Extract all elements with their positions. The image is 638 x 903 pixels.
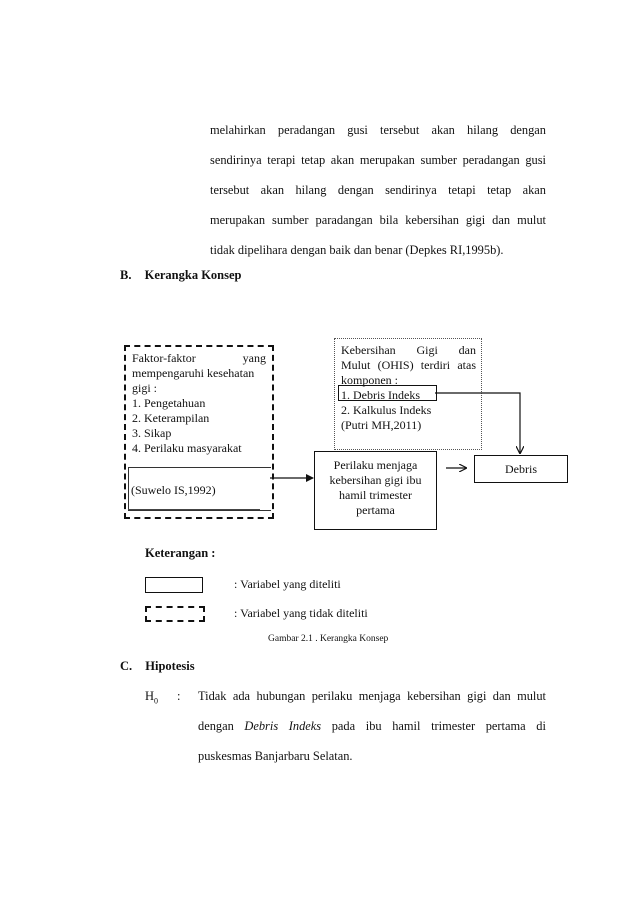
perilaku-line: pertama	[356, 503, 395, 517]
legend-dashed-label: : Variabel yang tidak diteliti	[234, 606, 368, 620]
ohis-item-kalkulus: 2. Kalkulus Indeks	[341, 403, 432, 417]
h-word: di	[536, 719, 546, 733]
h-word-italic: Indeks	[288, 719, 322, 733]
hypothesis-line-2	[198, 719, 546, 734]
faktor-item: 4. Perilaku masyarakat	[132, 441, 242, 455]
hypothesis-colon: :	[177, 689, 181, 703]
perilaku-line: kebersihan gigi ibu	[329, 473, 422, 487]
h-word-italic: Debris	[244, 719, 279, 733]
paragraph-line: tidak dipelihara dengan baik dan benar (Depkes RI,1995b).	[210, 243, 504, 257]
faktor-source: (Suwelo IS,1992)	[131, 483, 216, 497]
h-subscript: 0	[154, 696, 159, 706]
ohis-word: Kebersihan	[341, 343, 396, 357]
h-word: trimester	[431, 719, 476, 733]
h-word: hamil	[392, 719, 421, 733]
perilaku-line: hamil trimester	[339, 488, 412, 502]
h-symbol: H	[145, 689, 155, 703]
ohis-source: (Putri MH,2011)	[341, 418, 422, 432]
debris-label: Debris	[505, 462, 537, 476]
faktor-item: 2. Keterampilan	[132, 411, 210, 425]
ohis-word: Gigi	[416, 343, 438, 357]
faktor-item: 1. Pengetahuan	[132, 396, 206, 410]
section-c-letter: C.	[120, 659, 133, 673]
paragraph-line: sendirinya terapi tetap akan merupakan sumber peradangan gusi	[210, 153, 546, 167]
hypothesis-symbol	[145, 689, 158, 706]
ohis-word: dan	[458, 343, 476, 357]
h-word: ibu	[365, 719, 382, 733]
paragraph-line: tersebut akan hilang dengan sendirinya tetapi tetap akan	[210, 183, 546, 197]
section-c-title: Hipotesis	[145, 659, 195, 673]
figure-caption: Gambar 2.1 . Kerangka Konsep	[268, 634, 389, 644]
legend-title: Keterangan :	[145, 546, 216, 560]
perilaku-line: Perilaku menjaga	[333, 458, 418, 472]
legend-solid-label: : Variabel yang diteliti	[234, 577, 341, 591]
section-b-title: Kerangka Konsep	[144, 268, 242, 282]
legend-solid-swatch	[145, 577, 203, 593]
h-word: pada	[331, 719, 356, 733]
faktor-line1-left: Faktor-faktor	[132, 351, 196, 365]
ohis-line2: Mulut (OHIS) terdiri atas	[341, 358, 476, 372]
ohis-item-debris: 1. Debris Indeks	[341, 388, 420, 402]
section-c-heading	[120, 659, 195, 674]
arrow-debris-indeks-to-debris	[435, 393, 520, 453]
legend-dashed-swatch	[145, 606, 205, 622]
hypothesis-line: Tidak ada hubungan perilaku menjaga kebersihan gigi dan mulut	[198, 689, 546, 703]
h-word: pertama	[485, 719, 526, 733]
faktor-line1-right: yang	[242, 351, 266, 365]
hypothesis-line: puskesmas Banjarbaru Selatan.	[198, 749, 353, 763]
faktor-line2: mempengaruhi kesehatan	[132, 366, 255, 380]
paragraph-line: merupakan sumber paradangan bila kebersihan gigi dan mulut	[210, 213, 546, 227]
ohis-line3: komponen :	[341, 373, 398, 387]
section-b-letter: B.	[120, 268, 132, 282]
paragraph-line: melahirkan peradangan gusi tersebut akan hilang dengan	[210, 123, 546, 137]
faktor-line3: gigi :	[132, 381, 158, 395]
h-word: dengan	[198, 719, 234, 733]
faktor-item: 3. Sikap	[132, 426, 172, 440]
